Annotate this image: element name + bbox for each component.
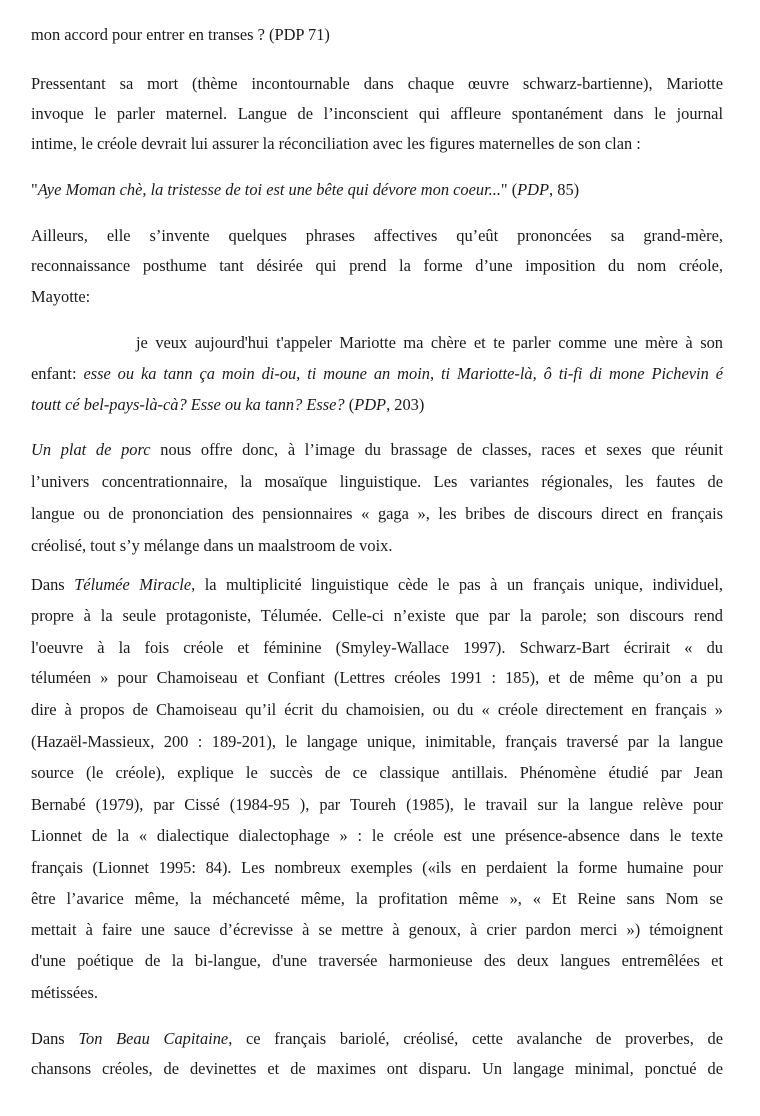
page-ref: , 203) bbox=[386, 395, 425, 414]
paragraph-line: Pressentant sa mort (thème incontournable dans chaque œuvre schwarz-bartienne), Mariotte bbox=[31, 74, 723, 93]
paragraph-line: Lionnet de la « dialectique dialectophage » : le créole est une présence-absence dans le texte bbox=[31, 826, 723, 845]
paragraph-line: d'une poétique de la bi-langue, d'une traversée harmonieuse des deux langues entremêlées et bbox=[31, 951, 723, 970]
paragraph-line: téluméen » pour Chamoiseau et Confiant (Lettres créoles 1991 : 185), et de même qu’on a pu bbox=[31, 668, 723, 687]
blockquote-line bbox=[31, 395, 723, 415]
paragraph-line: Ailleurs, elle s’invente quelques phrases affectives qu’eût prononcées sa grand-mère, bbox=[31, 226, 723, 245]
paragraph-line: métissées. bbox=[31, 983, 98, 1002]
paragraph-line: français (Lionnet 1995: 84). Les nombreux exemples («ils en perdaient la forme humaine pour bbox=[31, 858, 723, 877]
paragraph-line: propre à la seule protagoniste, Télumée. Celle-ci n’existe que par la parole; son discours rend bbox=[31, 606, 723, 625]
blockquote-line: je veux aujourd'hui t'appeler Mariotte ma chère et te parler comme une mère à son bbox=[136, 333, 723, 352]
paragraph-line: Mayotte: bbox=[31, 287, 91, 306]
quote-italic: Aye Moman chè, la tristesse de toi est une bête qui dévore mon coeur... bbox=[37, 180, 501, 199]
paragraph-line: invoque le parler maternel. Langue de l’inconscient qui affleure spontanément dans le journal bbox=[31, 104, 723, 123]
paragraph-line: reconnaissance posthume tant désirée qui prend la forme d’une imposition du nom créole, bbox=[31, 256, 723, 275]
paragraph-text: Dans bbox=[31, 1029, 79, 1048]
paragraph-line: source (le créole), explique le succès de ce classique antillais. Phénomène étudié par Jean bbox=[31, 763, 723, 782]
paragraph-text: Dans bbox=[31, 575, 75, 594]
paragraph-line: Bernabé (1979), par Cissé (1984-95 ), par Toureh (1985), le travail sur la langue relève pour bbox=[31, 795, 723, 814]
source-abbrev: PDP bbox=[517, 180, 550, 199]
paragraph-line: (Hazaël-Massieux, 200 : 189-201), le langage unique, inimitable, français traversé par la langue bbox=[31, 732, 723, 751]
blockquote-text: ( bbox=[344, 395, 355, 414]
paragraph-text: , ce français bariolé, créolisé, cette avalanche de proverbes, de bbox=[228, 1029, 723, 1048]
paragraph-line: dire à propos de Chamoiseau qu’il écrit du chamoisien, ou du « créole directement en français » bbox=[31, 700, 723, 719]
paragraph-line: créolisé, tout s’y mélange dans un maalstroom de voix. bbox=[31, 536, 393, 555]
paragraph-line: mon accord pour entrer en transes ? (PDP 71) bbox=[31, 25, 330, 44]
book-title: Télumée Miracle bbox=[74, 575, 192, 594]
page-ref: , 85) bbox=[549, 180, 580, 199]
paragraph-text: nous offre donc, à l’image du brassage de classes, races et sexes que réunit bbox=[150, 440, 723, 459]
quote-mark: " bbox=[31, 180, 38, 199]
paragraph-line: l’univers concentrationnaire, la mosaïque linguistique. Les variantes régionales, les fautes de bbox=[31, 472, 723, 491]
paragraph-line: intime, le créole devrait lui assurer la réconciliation avec les figures maternelles de son clan : bbox=[31, 134, 641, 153]
book-title: Ton Beau Capitaine bbox=[78, 1029, 229, 1048]
source-abbrev: PDP bbox=[354, 395, 387, 414]
blockquote-italic: esse ou ka tann ça moin di-ou, ti moune an moin, ti Mariotte-là, ô ti-fi di mone Pichevin é bbox=[83, 364, 723, 383]
paragraph-line: l'oeuvre à la fois créole et féminine (Smyley-Wallace 1997). Schwarz-Bart écrirait « du bbox=[31, 638, 723, 657]
paragraph-line bbox=[31, 1029, 723, 1049]
book-title: Un plat de porc bbox=[31, 440, 151, 459]
quote-line bbox=[31, 180, 723, 200]
blockquote-text: enfant: bbox=[31, 364, 84, 383]
paragraph-line: langue ou de prononciation des pensionnaires « gaga », les bribes de discours direct en français bbox=[31, 504, 723, 523]
paragraph-line bbox=[31, 440, 723, 460]
blockquote-line bbox=[31, 364, 723, 384]
blockquote-italic: toutt cé bel-pays-là-cà? Esse ou ka tann? Esse? bbox=[31, 395, 345, 414]
paragraph-line bbox=[31, 575, 723, 595]
paragraph-line: mettait à faire une sauce d’écrevisse à se mettre à genoux, à crier pardon merci ») témoignent bbox=[31, 920, 723, 939]
paragraph-line: chansons créoles, de devinettes et de maximes ont disparu. Un langage minimal, ponctué de bbox=[31, 1059, 723, 1078]
quote-mark: " ( bbox=[500, 180, 518, 199]
paragraph-text: , la multiplicité linguistique cède le pas à un français unique, individuel, bbox=[191, 575, 723, 594]
paragraph-line: être l’avarice même, la méchanceté même, la profitation même », « Et Reine sans Nom se bbox=[31, 889, 723, 908]
